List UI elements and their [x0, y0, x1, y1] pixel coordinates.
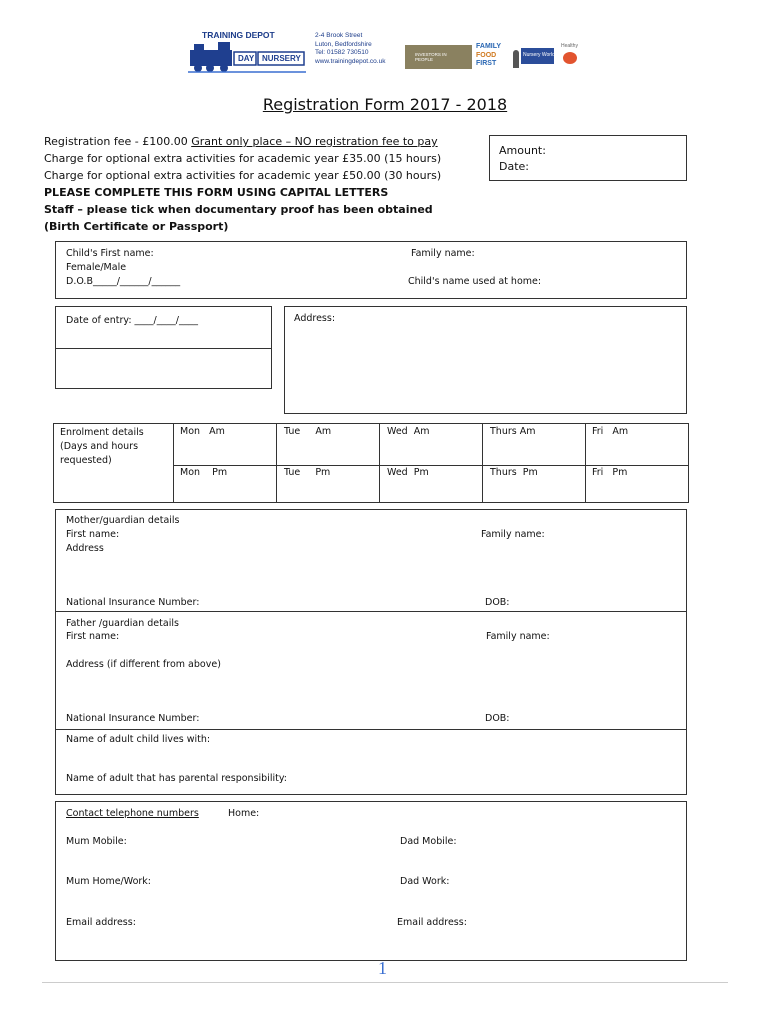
enrol-fri-am[interactable]: Fri Am: [592, 426, 629, 437]
nursery-address: 2-4 Brook Street Luton, Bedfordshire Tel: 01582 730510 www.trainingdepot.co.uk: [315, 32, 386, 65]
mother-title: Mother/guardian details: [66, 515, 180, 526]
capitals-instruction: PLEASE COMPLETE THIS FORM USING CAPITAL LETTERS: [44, 186, 389, 199]
enrol-fri-pm[interactable]: Fri Pm: [592, 467, 628, 478]
mother-address-label: Address: [66, 543, 104, 554]
father-dob-label: DOB:: [485, 713, 510, 724]
footer-rule: [42, 982, 728, 983]
dad-work-label: Dad Work:: [400, 876, 450, 887]
enrol-wed-am[interactable]: Wed Am: [387, 426, 430, 437]
people-icon: [513, 50, 519, 68]
logo-day-text: DAY: [238, 54, 255, 63]
enrol-tue-am[interactable]: Tue Am: [284, 426, 332, 437]
mother-dob-label: DOB:: [485, 597, 510, 608]
parental-responsibility-label: Name of adult that has parental responsibility:: [66, 773, 287, 784]
home-phone-label: Home:: [228, 808, 260, 819]
mum-work-label: Mum Home/Work:: [66, 876, 152, 887]
father-first-name-label: First name:: [66, 631, 120, 642]
child-gender-label: Female/Male: [66, 262, 127, 273]
nursery-logo: [188, 28, 306, 74]
fee-line-3: Charge for optional extra activities for academic year £50.00 (30 hours): [44, 169, 442, 182]
mother-first-name-label: First name:: [66, 529, 120, 540]
enrol-tue-pm[interactable]: Tue Pm: [284, 467, 331, 478]
child-first-name-label: Child's First name:: [66, 248, 154, 259]
father-ni-label: National Insurance Number:: [66, 713, 200, 724]
fee-line-2: Charge for optional extra activities for academic year £35.00 (15 hours): [44, 152, 442, 165]
date-of-entry-label: Date of entry: ____/____/____: [66, 315, 198, 326]
staff-instruction: Staff – please tick when documentary proof has been obtained: [44, 203, 433, 216]
page-number: 1: [378, 958, 387, 978]
dad-mobile-label: Dad Mobile:: [400, 836, 457, 847]
family-food-first-badge: FAMILY FOOD FIRST: [476, 43, 502, 67]
mother-family-name-label: Family name:: [481, 529, 545, 540]
enrol-mon-am[interactable]: Mon Am: [180, 426, 225, 437]
child-home-name-label: Child's name used at home:: [408, 276, 542, 287]
enrol-wed-pm[interactable]: Wed Pm: [387, 467, 429, 478]
parents-box: [55, 509, 687, 795]
logo-nursery-text: NURSERY: [262, 54, 301, 63]
email-label-2: Email address:: [397, 917, 467, 928]
mum-mobile-label: Mum Mobile:: [66, 836, 127, 847]
page-title: Registration Form 2017 - 2018: [262, 95, 508, 114]
investors-in-people-badge: INVESTORS IN PEOPLE: [405, 45, 472, 69]
child-dob-label: D.O.B_____/______/______: [66, 276, 181, 287]
father-title: Father /guardian details: [66, 618, 179, 629]
address-box[interactable]: [284, 306, 687, 414]
enrolment-label: Enrolment details (Days and hours requested): [60, 427, 144, 466]
contact-title: Contact telephone numbers: [66, 808, 199, 819]
child-family-name-label: Family name:: [411, 248, 475, 259]
adult-lives-with-label: Name of adult child lives with:: [66, 734, 211, 745]
entry-box-divider: [55, 348, 272, 349]
enrol-thurs-pm[interactable]: Thurs Pm: [490, 467, 538, 478]
amount-label: Amount:: [499, 144, 546, 157]
proof-instruction: (Birth Certificate or Passport): [44, 220, 229, 233]
logo-top-text: TRAINING DEPOT: [202, 30, 275, 40]
enrol-thurs-am[interactable]: Thurs Am: [490, 426, 536, 437]
email-label-1: Email address:: [66, 917, 136, 928]
address-label: Address:: [294, 313, 336, 324]
healthy-badge: Healthy: [560, 43, 582, 71]
mother-ni-label: National Insurance Number:: [66, 597, 200, 608]
enrol-mon-pm[interactable]: Mon Pm: [180, 467, 228, 478]
father-address-label: Address (if different from above): [66, 659, 221, 670]
father-family-name-label: Family name:: [486, 631, 550, 642]
nursery-world-badge: Nursery World: [513, 44, 555, 70]
amount-box[interactable]: [489, 135, 687, 181]
fee-line-1: Registration fee - £100.00 Grant only place – NO registration fee to pay: [44, 135, 438, 148]
date-label: Date:: [499, 160, 529, 173]
fruit-icon: [563, 52, 577, 64]
